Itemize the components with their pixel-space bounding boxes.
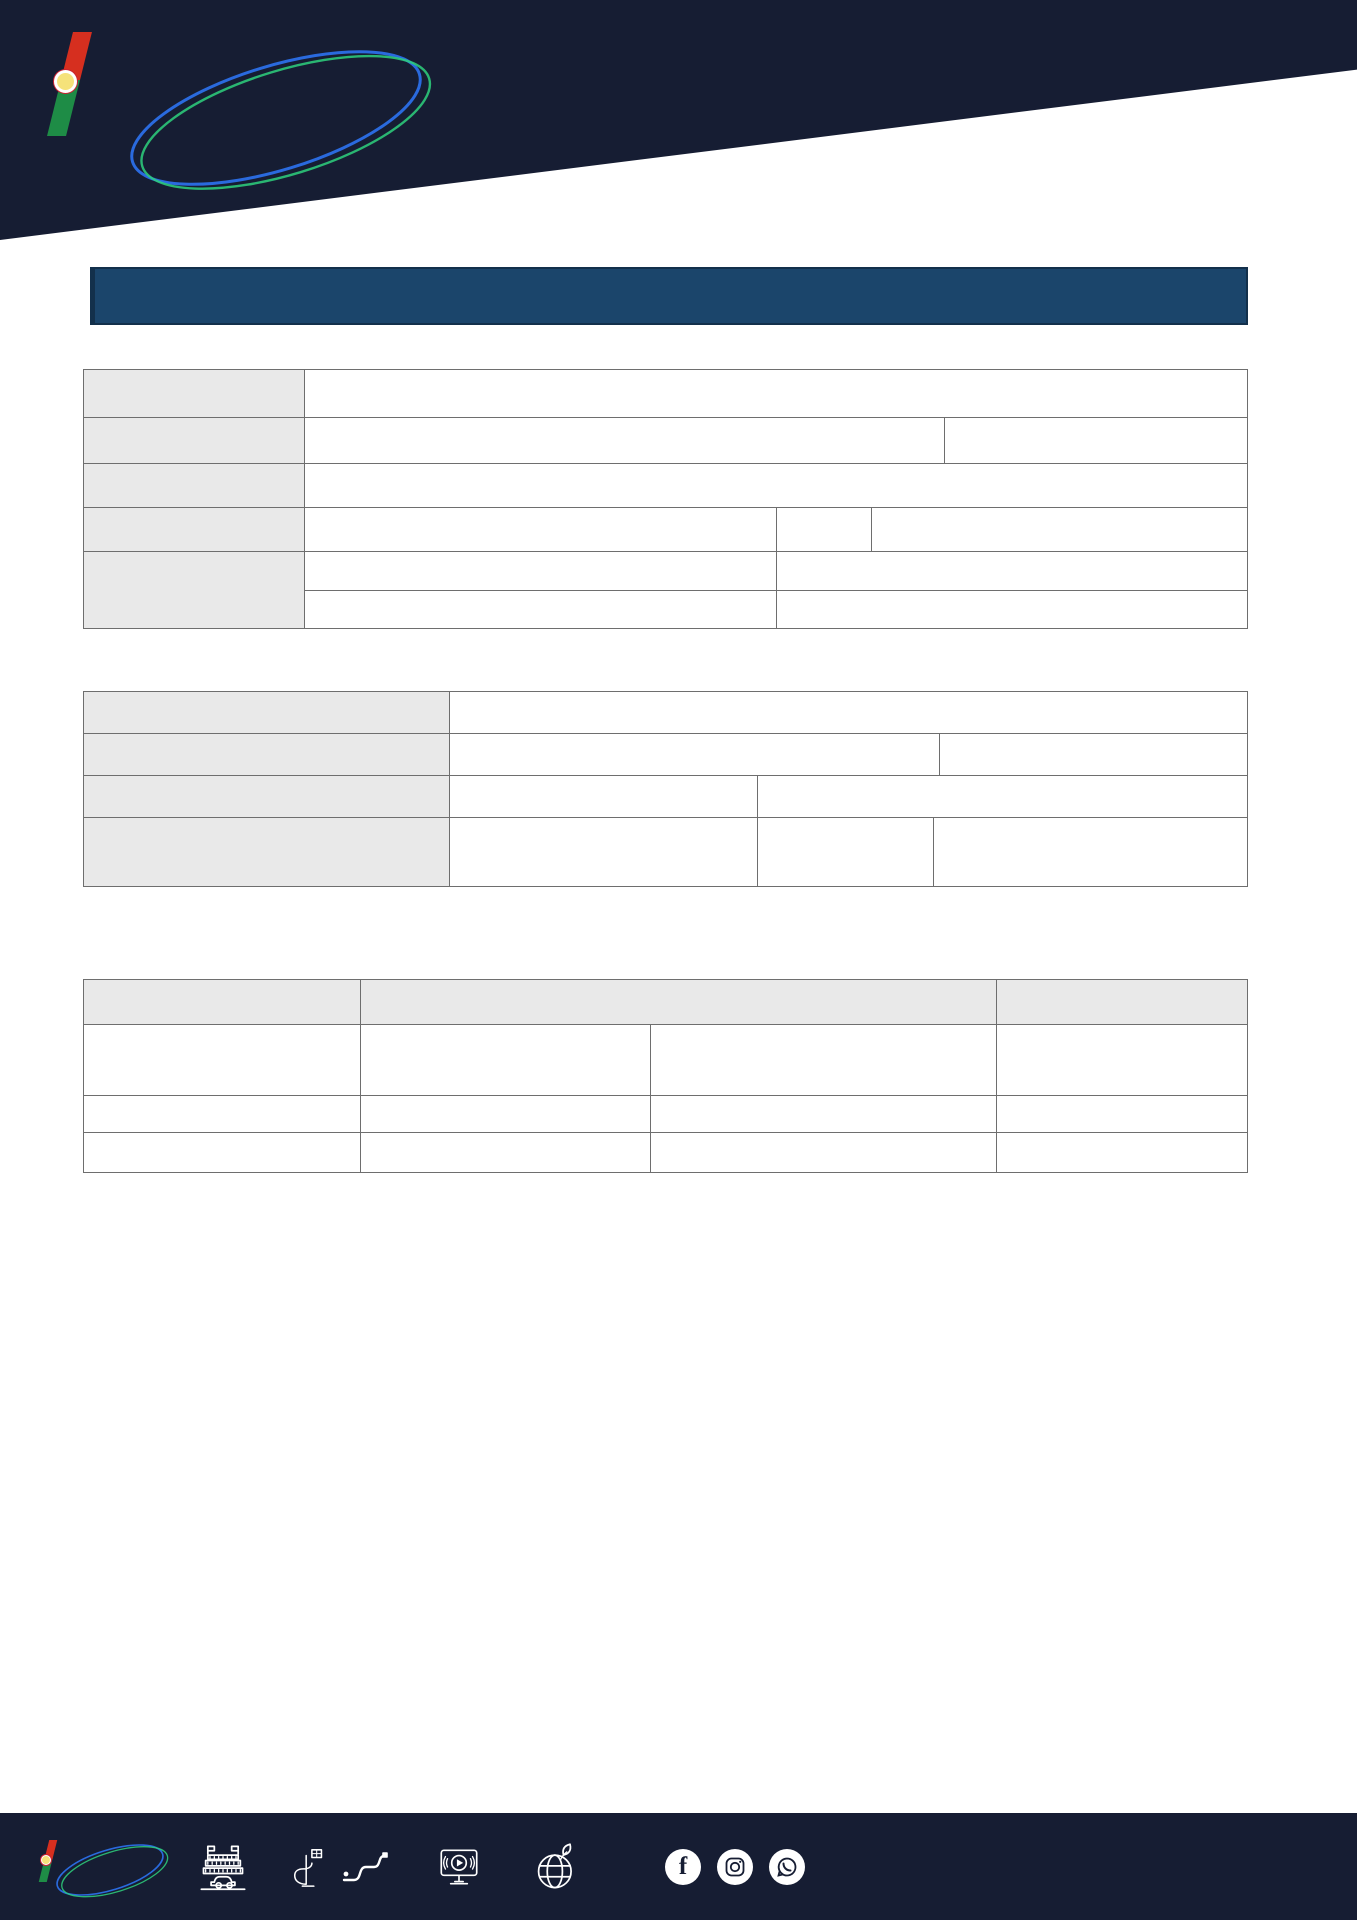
rep1-name-cell (304, 552, 776, 590)
empty-cell (996, 1096, 1247, 1132)
rep1-role-cell (776, 552, 1247, 590)
representado-label-cell (84, 552, 304, 628)
whatsapp-icon (769, 1849, 805, 1885)
telefones-value-cell (360, 1133, 650, 1172)
organizador-table (83, 369, 1248, 629)
table-row (84, 507, 1247, 551)
local-value-cell (360, 980, 996, 1024)
morada-postal-cell (944, 418, 1247, 463)
web-value-cell (871, 508, 1247, 551)
rep2-role-cell (776, 591, 1247, 629)
data-ate-cell (757, 818, 933, 886)
footer-content (0, 1813, 1357, 1920)
email-value-cell (757, 776, 1247, 817)
footer-banner (0, 1813, 1357, 1920)
badge-arena-pec (289, 1843, 399, 1891)
social-icons-group (665, 1849, 805, 1885)
morada-label-cell (84, 418, 304, 463)
flag-emblem-icon (41, 1855, 51, 1865)
local-label-cell (84, 980, 360, 1024)
dia-sabado-cell (360, 1025, 650, 1095)
document-content (83, 0, 1248, 1173)
dia-semana-label-cell (84, 1025, 360, 1095)
horario-label-cell (84, 1096, 360, 1132)
dia-domingo-cell (650, 1025, 996, 1095)
clube-label-cell (84, 692, 449, 733)
telefones-value-cell (449, 776, 757, 817)
s-curve-road-icon (339, 1847, 389, 1887)
secretariado-permanente-table (83, 691, 1248, 887)
representado-stack (304, 552, 1247, 628)
livestream-monitor-icon (433, 1842, 485, 1892)
data-de-cell (449, 818, 757, 886)
horario-sabado-cell (360, 1096, 650, 1132)
email-value-cell (650, 1133, 996, 1172)
telefones-email-label-cell (84, 776, 449, 817)
footer-rally-logo (40, 1832, 175, 1902)
empty-cell (996, 1133, 1247, 1172)
track-map-icon (289, 1843, 331, 1891)
table-row (84, 370, 1247, 417)
morada-label-cell (84, 734, 449, 775)
instagram-icon (717, 1849, 753, 1885)
nao-presencial-cell (933, 818, 1247, 886)
secretariado-evento-table (83, 979, 1248, 1173)
representado-row-2 (304, 590, 1247, 629)
web-label-cell (776, 508, 871, 551)
article-1-header (90, 267, 1248, 325)
email-label-cell (84, 508, 304, 551)
data-hora-label-cell (84, 818, 449, 886)
whatsapp-glyph (776, 1856, 798, 1878)
grandstand-icon (197, 1841, 249, 1893)
eco-globe-icon (531, 1841, 583, 1893)
morada-value-cell (449, 734, 939, 775)
table-row (84, 1024, 1247, 1095)
organizador-label-cell (84, 370, 304, 417)
table-row (84, 980, 1247, 1024)
logo-rings-icon (40, 1832, 175, 1902)
badge-comodidade (197, 1841, 259, 1893)
instagram-glyph (725, 1857, 745, 1877)
horario-domingo-cell (650, 1096, 996, 1132)
email-value-cell (304, 508, 776, 551)
table-row (84, 1095, 1247, 1132)
flag-emblem-icon (54, 70, 77, 93)
badge-livestreaming (433, 1842, 495, 1892)
organizador-value-cell (304, 370, 1247, 417)
facebook-icon: f (665, 1849, 701, 1885)
badge-foco-ambiental (531, 1841, 593, 1893)
table-row (84, 775, 1247, 817)
morada-postal-cell (939, 734, 1247, 775)
table-row (84, 417, 1247, 463)
representado-row-1 (304, 552, 1247, 590)
telefones-email-label-cell (84, 1133, 360, 1172)
clube-value-cell (449, 692, 1247, 733)
telefones-label-cell (84, 464, 304, 507)
table-row (84, 463, 1247, 507)
morada-value-cell (304, 418, 944, 463)
table-row (84, 733, 1247, 775)
rep2-name-cell (304, 591, 776, 629)
gps-coords-cell (996, 1025, 1247, 1095)
table-row (84, 1132, 1247, 1172)
coordenadas-gps-label-cell (996, 980, 1247, 1024)
table-row (84, 551, 1247, 628)
telefones-value-cell (304, 464, 1247, 507)
table-row (84, 817, 1247, 886)
table-row (84, 692, 1247, 733)
